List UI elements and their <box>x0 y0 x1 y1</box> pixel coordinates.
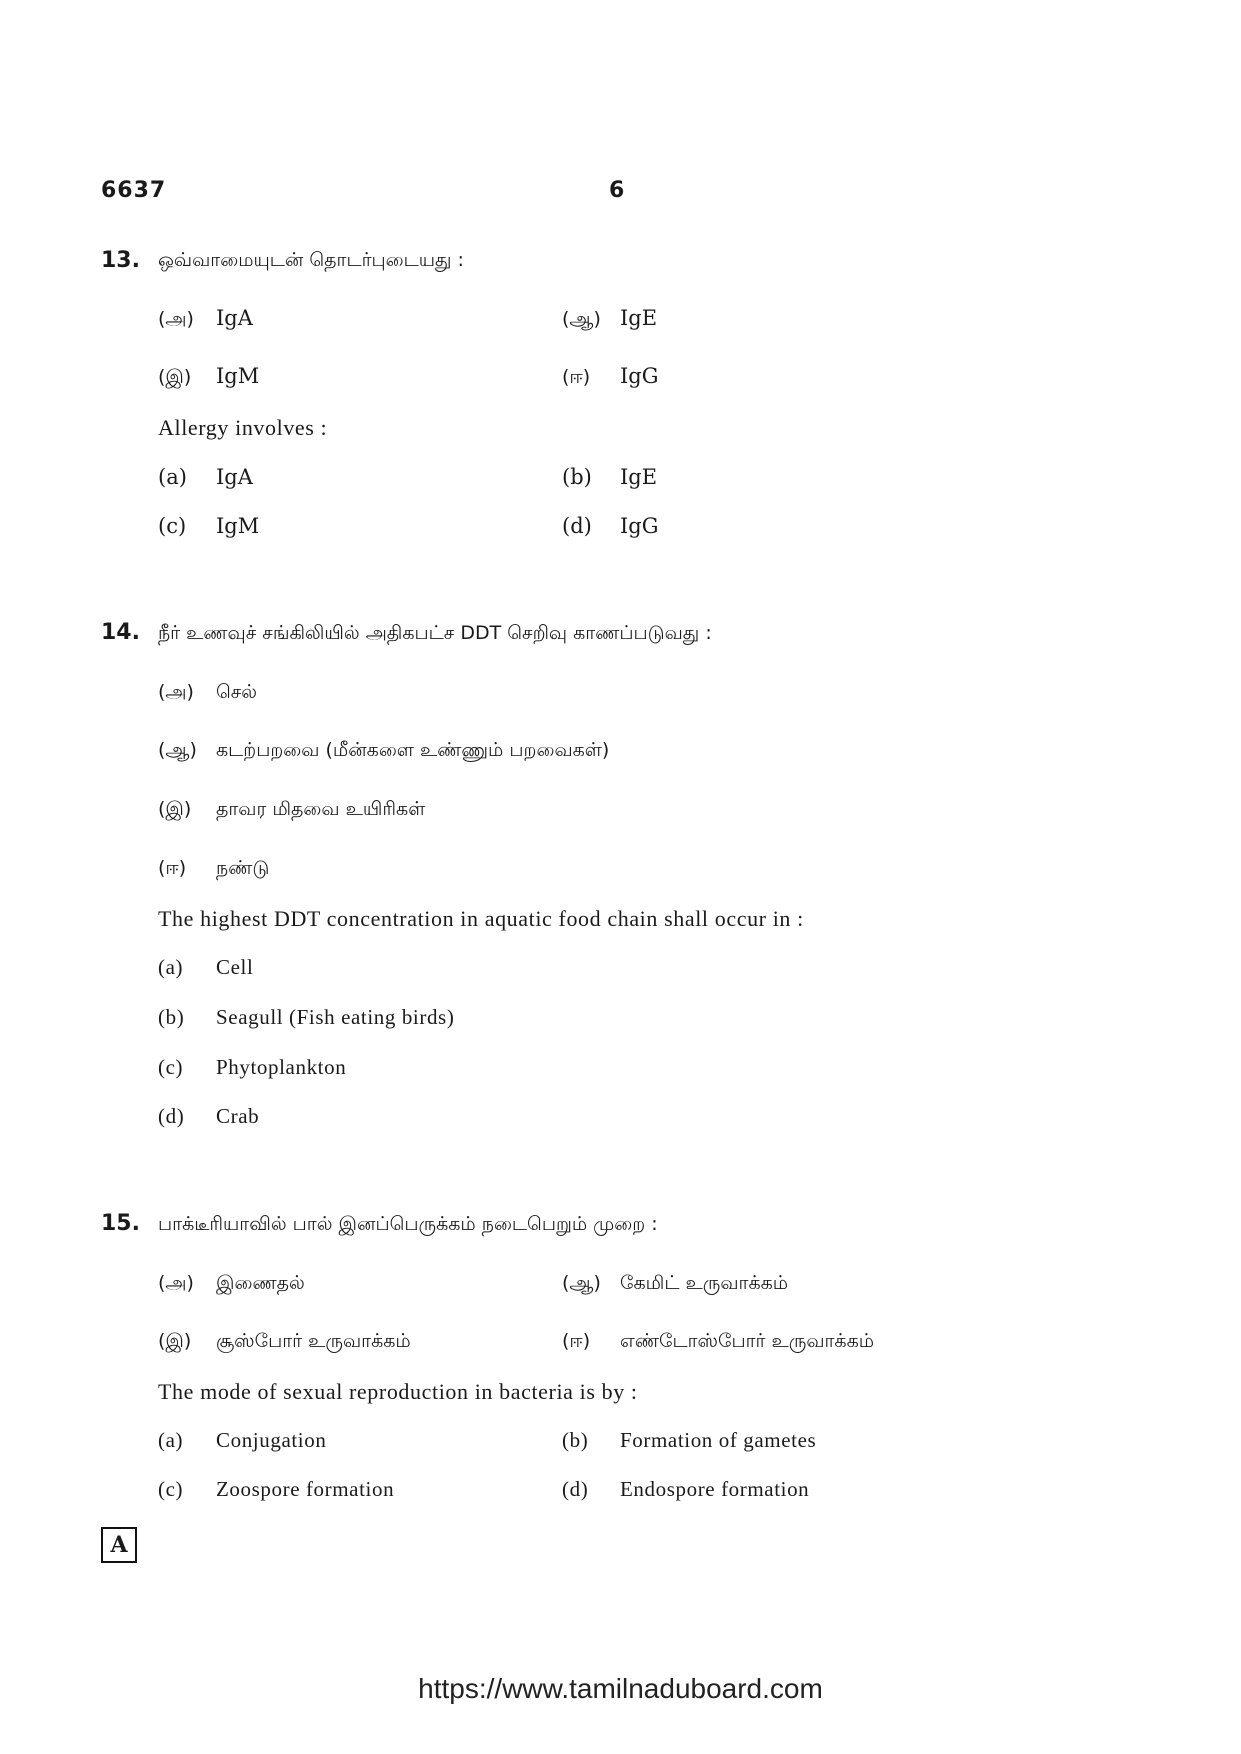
tamil-option <box>562 306 657 333</box>
option-text: Seagull (Fish eating birds) <box>216 1005 455 1029</box>
footer-url[interactable]: https://www.tamilnaduboard.com <box>418 1673 823 1704</box>
option-label: (c) <box>158 514 187 538</box>
tamil-option <box>158 737 609 764</box>
paper-code: 6637 <box>101 178 167 203</box>
english-option <box>562 1428 816 1453</box>
option-label: (d) <box>562 1477 589 1501</box>
option-text: IgM <box>216 364 260 388</box>
option-text: செல் <box>216 681 258 703</box>
option-text: Endospore formation <box>620 1477 810 1501</box>
option-label: (c) <box>158 1477 184 1501</box>
english-option <box>562 1477 809 1502</box>
option-text: Formation of gametes <box>620 1428 817 1452</box>
english-option <box>158 1477 394 1502</box>
question-number: 15. <box>101 1211 140 1236</box>
english-option <box>158 1005 454 1030</box>
question-number: 13. <box>101 248 140 273</box>
question-text-english: The mode of sexual reproduction in bacteria is by : <box>158 1379 638 1404</box>
option-text: கடற்பறவை (மீன்களை உண்ணும் பறவைகள்) <box>216 739 610 761</box>
tamil-option <box>562 1328 874 1355</box>
option-label: (இ) <box>158 1330 192 1352</box>
option-label: (d) <box>562 514 592 538</box>
tamil-option <box>158 1270 305 1297</box>
series-box: A <box>101 1527 137 1563</box>
tamil-option <box>158 796 425 823</box>
option-label: (அ) <box>158 681 194 703</box>
option-label: (அ) <box>158 1272 194 1294</box>
option-text: கேமிட் உருவாக்கம் <box>620 1272 789 1294</box>
english-option <box>158 1428 326 1453</box>
option-text: Cell <box>216 955 254 979</box>
tamil-option <box>158 306 253 333</box>
option-label: (b) <box>158 1005 185 1029</box>
question-text-tamil: பாக்டீரியாவில் பால் இனப்பெருக்கம் நடைபெறும் முறை : <box>158 1213 658 1235</box>
option-label: (இ) <box>158 366 192 388</box>
option-label: (b) <box>562 1428 589 1452</box>
option-text: IgG <box>620 514 659 538</box>
tamil-option <box>158 855 269 882</box>
english-option <box>158 1104 259 1129</box>
english-option <box>158 514 259 538</box>
question-text-tamil: ஒவ்வாமையுடன் தொடர்புடையது : <box>158 249 464 271</box>
tamil-option <box>562 364 659 391</box>
page-number: 6 <box>609 178 626 203</box>
english-option <box>158 1055 346 1080</box>
option-text: IgE <box>620 306 658 330</box>
option-label: (d) <box>158 1104 185 1128</box>
english-option <box>158 465 253 489</box>
option-text: IgG <box>620 364 659 388</box>
option-label: (இ) <box>158 798 192 820</box>
option-label: (அ) <box>158 308 194 330</box>
option-text: Phytoplankton <box>216 1055 347 1079</box>
option-label: (ஈ) <box>158 857 187 879</box>
option-text: IgA <box>216 465 253 489</box>
option-label: (ஆ) <box>158 739 197 761</box>
tamil-option <box>158 679 257 706</box>
option-label: (ஆ) <box>562 1272 601 1294</box>
option-label: (a) <box>158 955 184 979</box>
tamil-option <box>562 1270 788 1297</box>
english-option <box>158 955 253 980</box>
english-option <box>562 514 659 538</box>
option-label: (ஈ) <box>562 366 591 388</box>
question-text-english: The highest DDT concentration in aquatic food chain shall occur in : <box>158 906 804 931</box>
option-text: நண்டு <box>216 857 270 879</box>
option-text: Zoospore formation <box>216 1477 395 1501</box>
question-text-tamil: நீர் உணவுச் சங்கிலியில் அதிகபட்ச DDT செறிவு காணப்படுவது : <box>158 622 712 644</box>
option-label: (a) <box>158 1428 184 1452</box>
option-text: எண்டோஸ்போர் உருவாக்கம் <box>620 1330 875 1352</box>
option-label: (b) <box>562 465 592 489</box>
option-text: IgE <box>620 465 658 489</box>
option-label: (ஈ) <box>562 1330 591 1352</box>
question-number: 14. <box>101 620 140 645</box>
option-text: தாவர மிதவை உயிரிகள் <box>216 798 426 820</box>
tamil-option <box>158 1328 411 1355</box>
option-text: Conjugation <box>216 1428 327 1452</box>
option-label: (c) <box>158 1055 184 1079</box>
question-text-english: Allergy involves : <box>158 415 328 440</box>
option-label: (ஆ) <box>562 308 601 330</box>
option-label: (a) <box>158 465 187 489</box>
option-text: சூஸ்போர் உருவாக்கம் <box>216 1330 411 1352</box>
option-text: இணைதல் <box>216 1272 305 1294</box>
option-text: IgA <box>216 306 253 330</box>
english-option <box>562 465 657 489</box>
option-text: Crab <box>216 1104 260 1128</box>
tamil-option <box>158 364 259 391</box>
option-text: IgM <box>216 514 260 538</box>
